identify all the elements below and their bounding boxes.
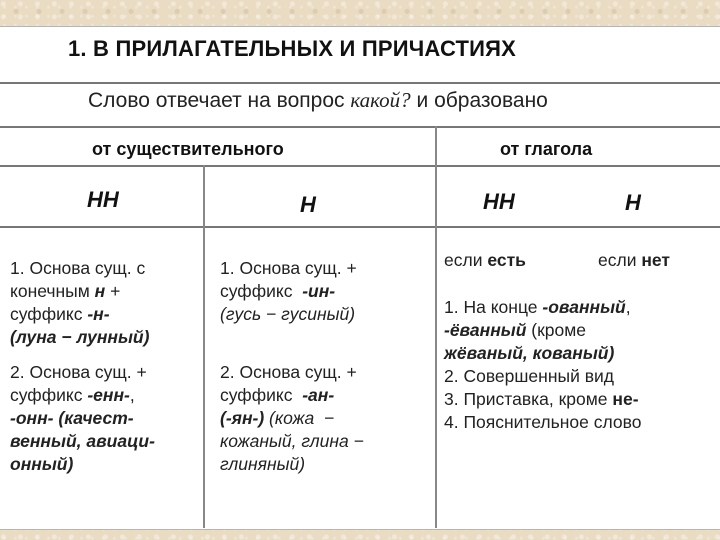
noun-n-rule1-line1: 1. Основа сущ. + [220, 258, 357, 278]
column-header-noun: от существительного [92, 139, 284, 159]
mark-verb-nn: НН [483, 189, 515, 214]
mark-noun-n: Н [300, 192, 316, 217]
noun-nn-rule1-line3: суффикс -н- [10, 304, 110, 324]
noun-nn-rule2-line1: 2. Основа сущ. + [10, 362, 147, 382]
page-title: 1. В ПРИЛАГАТЕЛЬНЫХ И ПРИЧАСТИЯХ [68, 36, 517, 61]
subtitle-before: Слово отвечает на вопрос [88, 89, 351, 112]
divider-subtitle [0, 126, 720, 128]
noun-n-rules [220, 257, 364, 476]
noun-nn-rule2-line2: суффикс -енн-, [10, 385, 135, 405]
subtitle-after: и образовано [410, 89, 548, 112]
verb-rules [444, 296, 641, 434]
verb-rule4: 4. Пояснительное слово [444, 412, 642, 432]
verb-rule2: 2. Совершенный вид [444, 366, 614, 386]
divider-title [0, 82, 720, 84]
mark-verb-n: Н [625, 190, 641, 215]
noun-n-rule2-line2: суффикс -ан- [220, 385, 335, 405]
noun-n-rule2-line5: глиняный) [220, 454, 306, 474]
subtitle-question: какой? [350, 88, 411, 112]
noun-n-rule1-line2: суффикс -ин- [220, 281, 336, 301]
verb-if-yes: если есть [444, 250, 526, 270]
noun-nn-rule2-line4: венный, авиаци- [10, 431, 155, 451]
noun-n-rule2-line1: 2. Основа сущ. + [220, 362, 357, 382]
verb-rule1-line3: жёваный, кованый) [444, 343, 615, 363]
verb-rule3: 3. Приставка, кроме не- [444, 389, 639, 409]
divider-columns [0, 165, 720, 167]
noun-n-rule2-line3: (-ян-) (кожа − [220, 408, 335, 428]
noun-nn-rule2-line5: онный) [10, 454, 74, 474]
noun-n-rule1-line3: (гусь − гусиный) [220, 304, 356, 324]
noun-nn-rules [10, 257, 155, 476]
divider-nn-n [203, 165, 205, 528]
divider-noun-verb [435, 126, 437, 528]
noun-nn-rule2-line3: -онн- (качест- [10, 408, 134, 428]
divider-marks [0, 226, 720, 228]
verb-rule1-line1: 1. На конце -ованный, [444, 297, 631, 317]
noun-nn-rule1-line2: конечным н + [10, 281, 121, 301]
noun-nn-rule1-line4: (луна − лунный) [10, 327, 150, 347]
verb-rule1-line2: -ёванный (кроме [444, 320, 586, 340]
subtitle [88, 88, 548, 113]
column-header-verb: от глагола [500, 139, 593, 159]
verb-if-no: если нет [598, 250, 670, 270]
mark-noun-nn: НН [87, 187, 119, 212]
noun-n-rule2-line4: кожаный, глина − [220, 431, 364, 451]
noun-nn-rule1-line1: 1. Основа сущ. с [10, 258, 146, 278]
